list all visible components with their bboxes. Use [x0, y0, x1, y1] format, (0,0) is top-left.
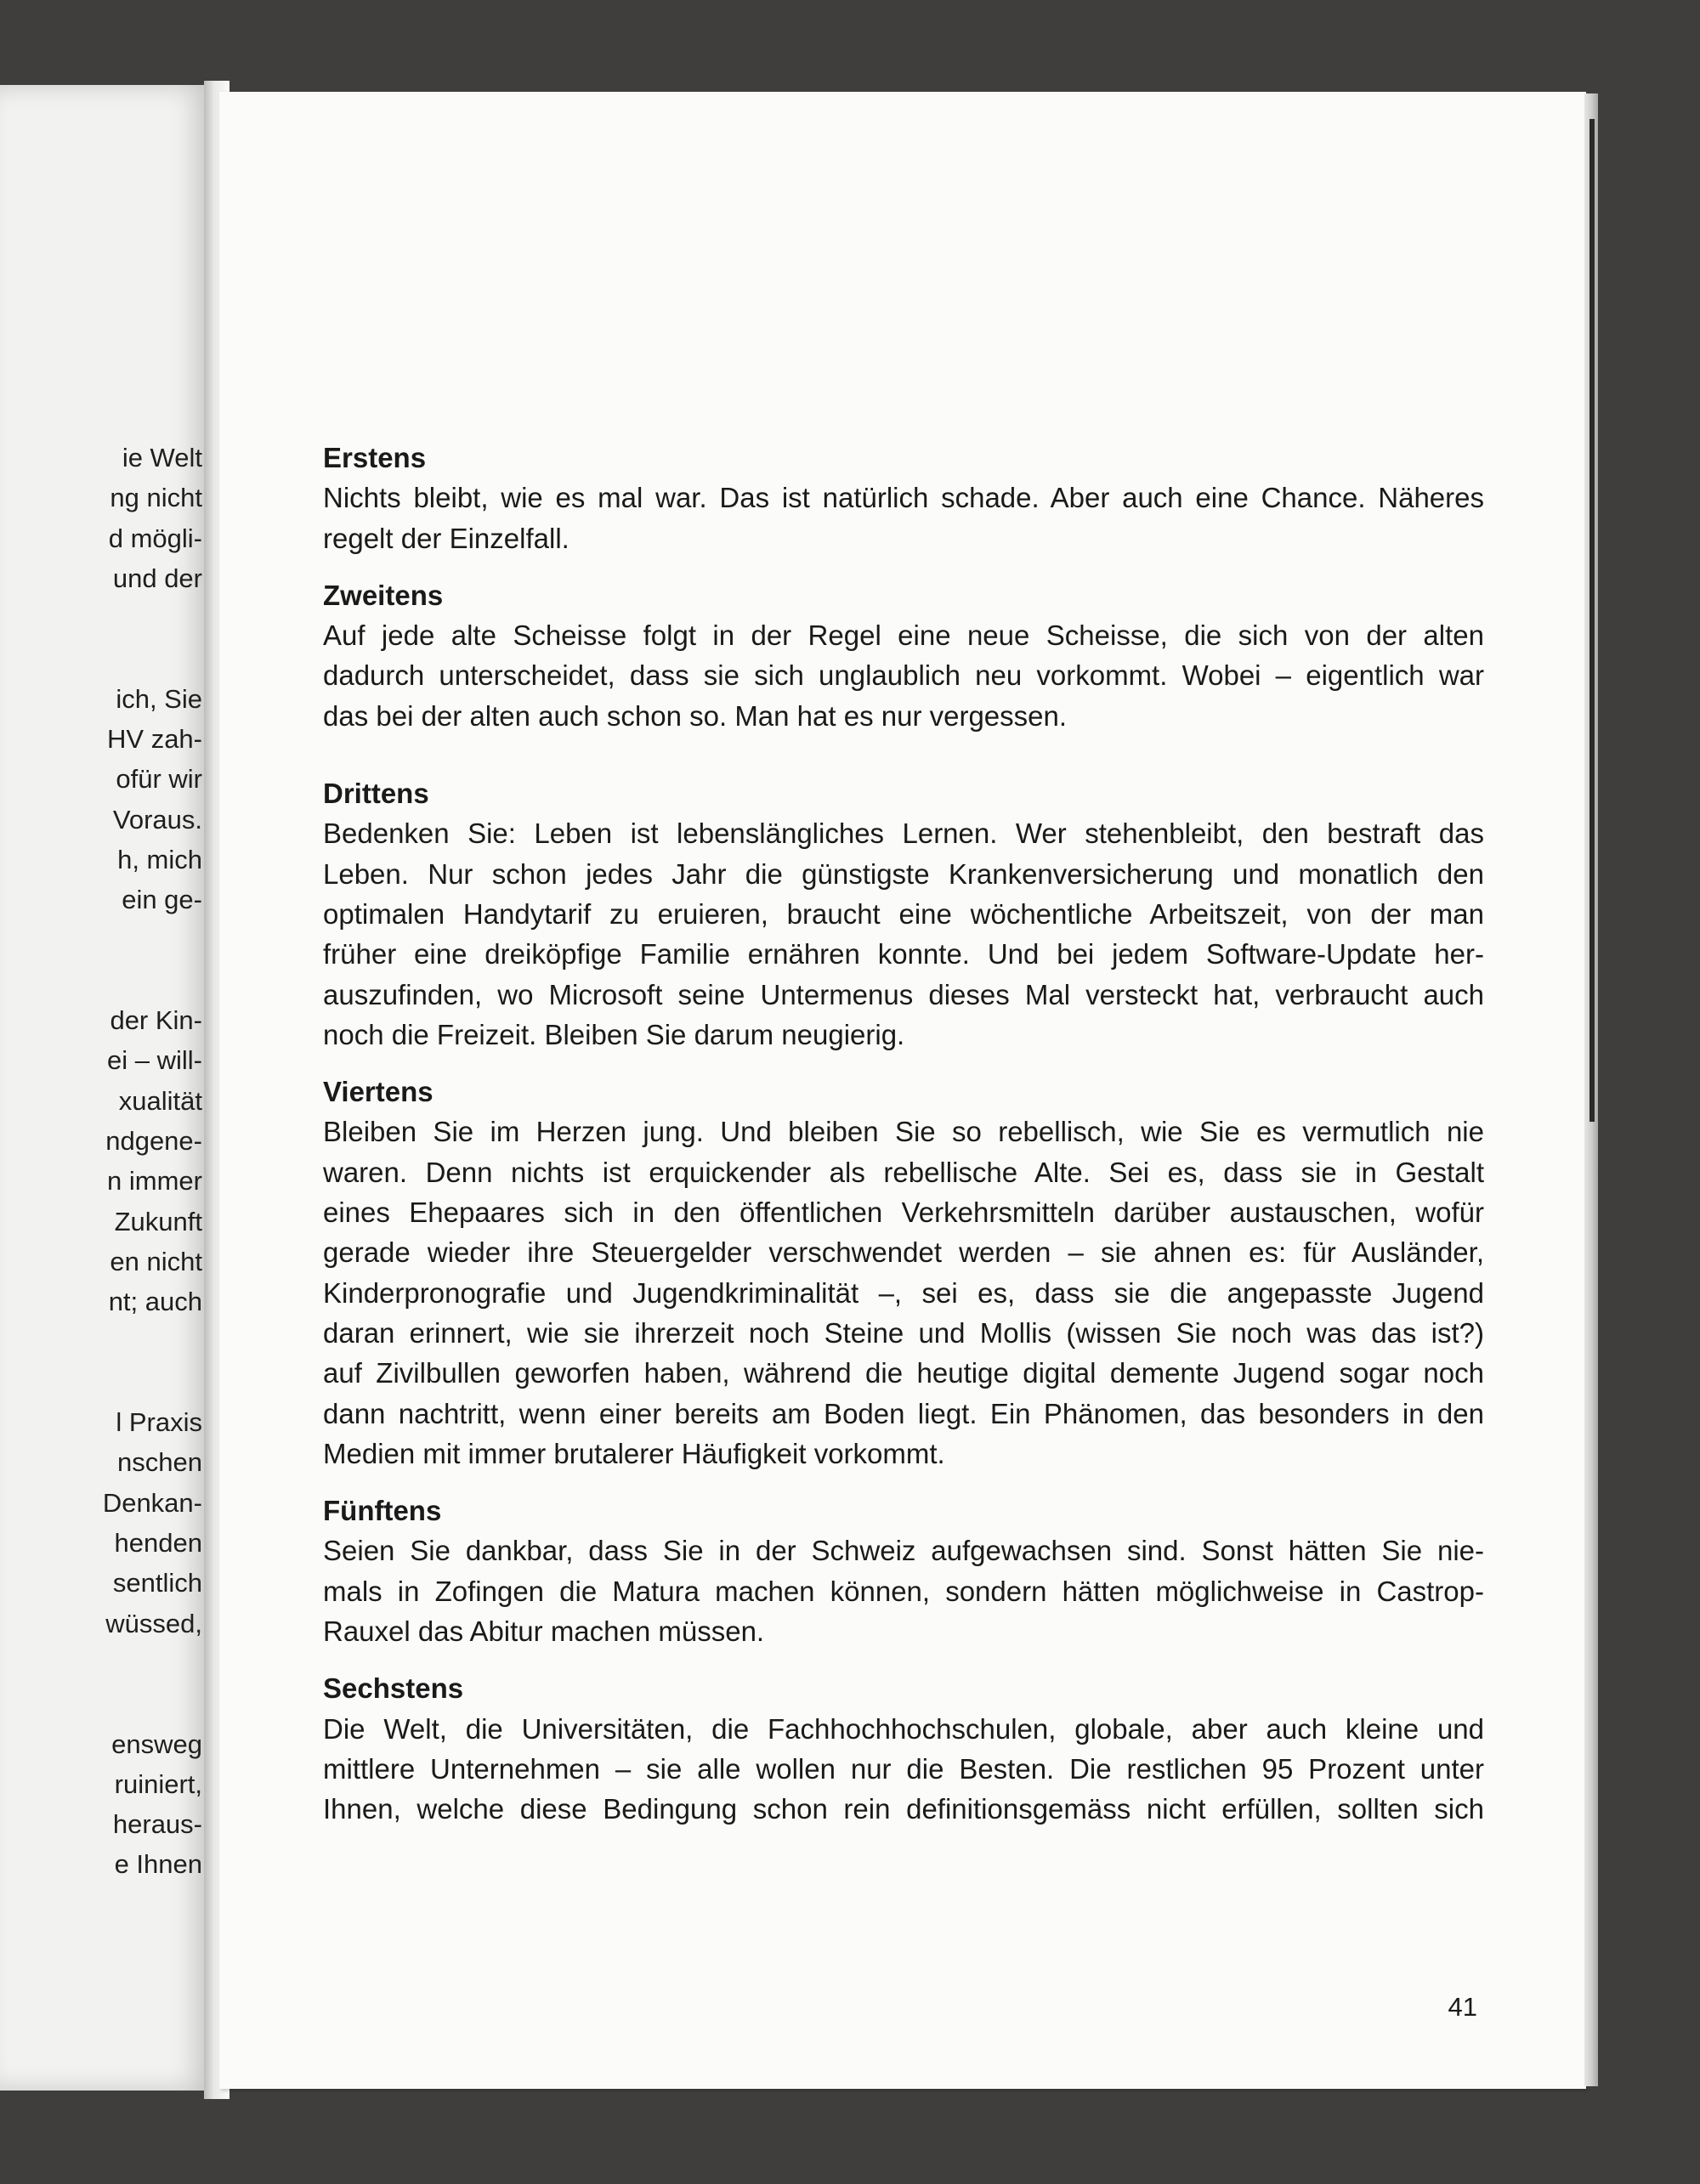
paragraph-line: dadurch unterscheidet, dass sie sich unglaublich neu vorkommt. Wobei – eigentlich war	[323, 659, 1484, 692]
left-page-line	[103, 638, 202, 678]
left-page-line: d mögli-	[108, 523, 202, 553]
section-zweitens	[323, 575, 1484, 736]
paragraph-line: Leben. Nur schon jedes Jahr die günstigste Krankenversicherung und monatlich den	[323, 857, 1484, 890]
left-page-line	[103, 1683, 202, 1723]
paragraph-line: früher eine dreiköpfige Familie ernähren konnte. Und bei jedem Software-Update her-	[323, 938, 1484, 970]
left-page-line: l Praxis	[116, 1407, 202, 1438]
spine-strip	[1590, 119, 1595, 1122]
left-page-line: nt; auch	[108, 1287, 202, 1317]
section-heading: Zweitens	[323, 579, 444, 611]
left-page-line: ng nicht	[110, 483, 202, 513]
left-page-line: ein ge-	[122, 885, 202, 915]
section-paragraph	[323, 1530, 1484, 1651]
section-heading: Erstens	[323, 442, 427, 473]
paragraph-line: Kinderpronografie und Jugendkriminalität –, sei es, dass sie die angepasste Jugend	[323, 1276, 1484, 1309]
section-heading: Viertens	[323, 1076, 434, 1108]
paragraph-line: Auf jede alte Scheisse folgt in der Regel eine neue Scheisse, die sich von der alten	[323, 620, 1484, 652]
left-page-line: ofür wir	[116, 764, 202, 795]
section-paragraph	[323, 615, 1484, 736]
left-page-line	[103, 960, 202, 1000]
page-content	[323, 438, 1484, 1830]
section-sechstens	[323, 1668, 1484, 1829]
paragraph-line: Seien Sie dankbar, dass Sie in der Schweiz aufgewachsen sind. Sonst hätten Sie nie-	[323, 1535, 1484, 1567]
left-page-line	[103, 1644, 202, 1683]
section-paragraph	[323, 1709, 1484, 1830]
left-page-line: ie Welt	[122, 443, 202, 472]
paragraph-line: Rauxel das Abitur machen müssen.	[323, 1615, 765, 1648]
left-page-line: en nicht	[110, 1246, 202, 1276]
left-page-line: ruiniert,	[114, 1768, 202, 1799]
left-page-line: ich, Sie	[116, 683, 202, 714]
left-page-line: heraus-	[112, 1809, 202, 1840]
section-paragraph	[323, 1112, 1484, 1474]
left-page-line	[103, 1362, 202, 1402]
left-page-line: Denkan-	[102, 1487, 202, 1518]
paragraph-line: waren. Denn nichts ist erquickender als rebellische Alte. Sei es, dass sie in Gestalt	[323, 1156, 1484, 1188]
left-page-line: und der	[112, 563, 202, 593]
left-page-line: HV zah-	[107, 724, 202, 755]
left-page-line	[103, 1322, 202, 1362]
left-page-line: xualität	[118, 1085, 202, 1116]
left-page-line: n immer	[107, 1166, 202, 1197]
left-page	[0, 85, 211, 2091]
left-page-line: e Ihnen	[114, 1849, 202, 1880]
paragraph-line: eines Ehepaares sich in den öffentlichen Verkehrsmitteln darüber austauschen, wofür	[323, 1197, 1484, 1229]
section-viertens	[323, 1072, 1484, 1474]
left-page-line	[103, 598, 202, 638]
paragraph-line: das bei der alten auch schon so. Man hat es nur vergessen.	[323, 699, 1068, 732]
paragraph-line: mittlere Unternehmen – sie alle wollen nur die Besten. Die restlichen 95 Prozent unter	[323, 1752, 1484, 1785]
left-page-line: wüssed,	[105, 1608, 202, 1638]
left-page-text	[103, 438, 202, 1885]
section-drittens	[323, 773, 1484, 1055]
left-page-line: ensweg	[111, 1729, 202, 1759]
paragraph-line: Bleiben Sie im Herzen jung. Und bleiben Sie so rebellisch, wie Sie es vermutlich nie	[323, 1116, 1484, 1148]
paragraph-line: Bedenken Sie: Leben ist lebenslängliches Lernen. Wer stehenbleibt, den bestraft das	[323, 818, 1484, 850]
paragraph-line: mals in Zofingen die Matura machen können, sondern hätten möglichweise in Castrop-	[323, 1575, 1484, 1607]
section-fünftens	[323, 1491, 1484, 1651]
left-page-line: ndgene-	[105, 1126, 202, 1157]
paragraph-line: Ihnen, welche diese Bedingung schon rein definitionsgemäss nicht erfüllen, sollten sich	[323, 1793, 1484, 1825]
paragraph-line: regelt der Einzelfall.	[323, 522, 570, 554]
left-page-line: nschen	[117, 1447, 202, 1478]
page-number: 41	[1448, 1992, 1477, 2022]
paragraph-line: auf Zivilbullen geworfen haben, während die heutige digital demente Jugend sogar noch	[323, 1357, 1484, 1389]
section-heading: Sechstens	[323, 1672, 464, 1705]
paragraph-line: daran erinnert, wie sie ihrerzeit noch Steine und Mollis (wissen Sie noch was das ist?)	[323, 1316, 1484, 1349]
left-page-line: Voraus.	[112, 804, 202, 835]
section-heading: Drittens	[323, 778, 429, 810]
paragraph-line: Medien mit immer brutalerer Häufigkeit vorkommt.	[323, 1437, 945, 1469]
paragraph-line: Nichts bleibt, wie es mal war. Das ist natürlich schade. Aber auch eine Chance. Näheres	[323, 482, 1484, 514]
paragraph-line: dann nachtritt, wenn einer bereits am Boden liegt. Ein Phänomen, das besonders in den	[323, 1397, 1484, 1429]
section-paragraph	[323, 813, 1484, 1055]
left-page-line: sentlich	[112, 1568, 202, 1598]
left-page-line: henden	[114, 1528, 202, 1559]
paragraph-line: noch die Freizeit. Bleiben Sie darum neugierig.	[323, 1018, 905, 1050]
paragraph-line: auszufinden, wo Microsoft seine Untermenus dieses Mal versteckt hat, verbraucht auch	[323, 978, 1484, 1010]
section-heading: Fünftens	[323, 1495, 442, 1527]
left-page-line: h, mich	[117, 844, 202, 874]
paragraph-line: Die Welt, die Universitäten, die Fachhochhochschulen, globale, aber auch kleine und	[323, 1712, 1484, 1745]
paragraph-line: optimalen Handytarif zu eruieren, braucht eine wöchentliche Arbeitszeit, von der man	[323, 897, 1484, 930]
section-erstens	[323, 438, 1484, 558]
paragraph-line: gerade wieder ihre Steuergelder verschwendet werden – sie ahnen es: für Ausländer,	[323, 1236, 1484, 1269]
section-paragraph	[323, 478, 1484, 558]
left-page-line: der Kin-	[110, 1005, 202, 1036]
left-page-line: Zukunft	[114, 1206, 202, 1236]
left-page-line: ei – will-	[107, 1045, 202, 1076]
left-page-line	[103, 920, 202, 960]
